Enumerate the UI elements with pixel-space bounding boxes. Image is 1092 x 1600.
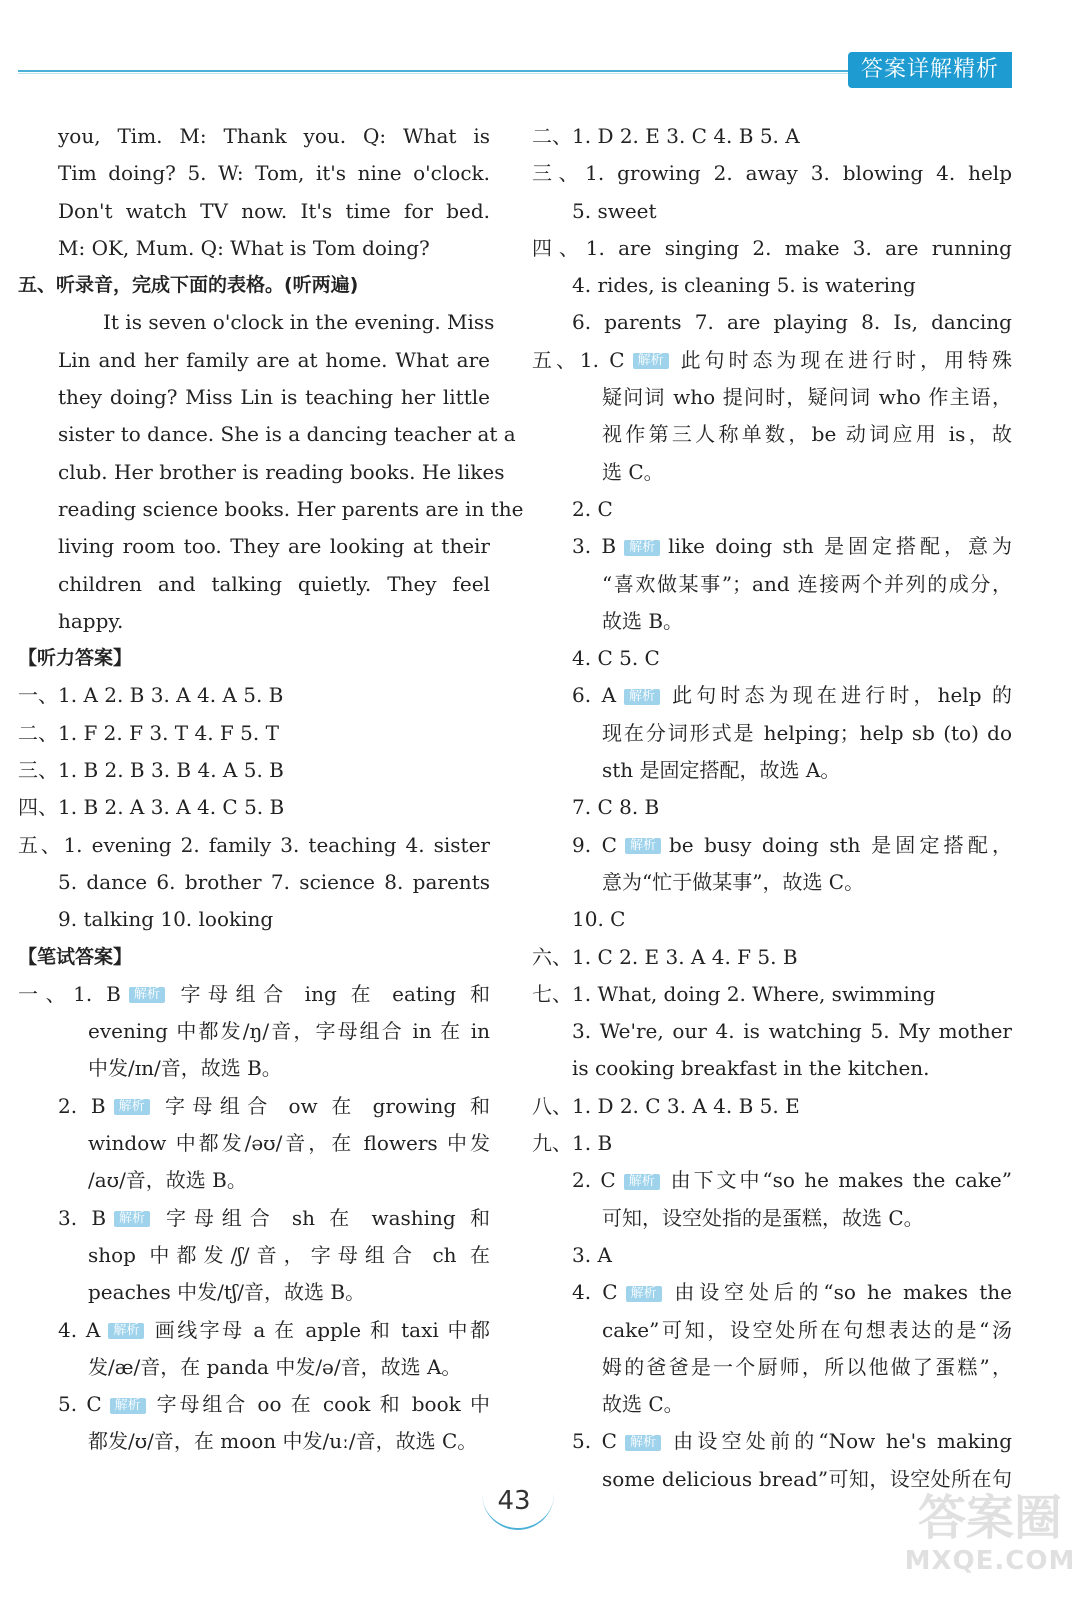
right-line: 六、1. C 2. E 3. A 4. F 5. B: [532, 944, 798, 969]
left-line: 四、1. B 2. A 3. A 4. C 5. B: [18, 795, 285, 820]
left-line: happy.: [58, 608, 124, 633]
analysis-tag: 解析: [114, 1211, 150, 1227]
left-line: 【笔试答案】: [18, 945, 133, 968]
left-line: Lin and her family are at home. What are: [58, 347, 490, 372]
left-line: evening 中都发/ŋ/音，字母组合 in 在 in: [88, 1019, 490, 1044]
analysis-tag: 解析: [129, 987, 165, 1003]
right-line: 姆的爸爸是一个厨师，所以他做了蛋糕”，: [602, 1354, 1012, 1379]
right-line: 可知，设空处指的是蛋糕，故选 C。: [602, 1205, 924, 1230]
right-line: 7. C 8. B: [572, 795, 660, 820]
left-line: 三、1. B 2. B 3. B 4. A 5. B: [18, 758, 284, 783]
analysis-tag: 解析: [624, 1174, 660, 1190]
left-line: peaches 中发/tʃ/音，故选 B。: [88, 1280, 366, 1305]
right-line: 五、1. C 解析 此句时态为现在进行时，用特殊: [532, 347, 1012, 372]
left-line: Don't watch TV now. It's time for bed.: [58, 198, 490, 223]
header-tag: 答案详解精析: [848, 52, 1012, 88]
right-line: 四、1. are singing 2. make 3. are running: [532, 235, 1012, 260]
left-line: M: OK, Mum. Q: What is Tom doing?: [58, 235, 430, 260]
left-line: 发/æ/音，在 panda 中发/ə/音，故选 A。: [88, 1354, 462, 1379]
right-line: sth 是固定搭配，故选 A。: [602, 758, 841, 783]
right-line: 意为“忙于做某事”，故选 C。: [602, 869, 865, 894]
right-line: 七、1. What, doing 2. Where, swimming: [532, 981, 936, 1006]
right-line: 6. A 解析 此句时态为现在进行时，help 的: [572, 683, 1012, 708]
right-line: 2. C: [572, 496, 613, 521]
right-line: 选 C。: [602, 459, 664, 484]
left-line: 中发/ɪn/音，故选 B。: [88, 1056, 282, 1081]
analysis-tag: 解析: [633, 353, 669, 369]
left-column: [18, 118, 524, 1461]
right-line: 5. sweet: [572, 198, 657, 223]
right-line: 3. A: [572, 1242, 612, 1267]
right-line: 二、1. D 2. E 3. C 4. B 5. A: [532, 124, 800, 148]
left-line: 9. talking 10. looking: [58, 907, 274, 932]
right-line: 4. rides, is cleaning 5. is watering: [572, 273, 916, 298]
analysis-tag: 解析: [625, 838, 661, 854]
header-rule-thin: [18, 73, 848, 74]
watermark-small: MXQE.COM: [904, 1546, 1076, 1576]
left-line: 5. C 解析 字母组合 oo 在 cook 和 book 中: [58, 1392, 490, 1417]
analysis-tag: 解析: [108, 1323, 144, 1339]
page-number: 43: [497, 1486, 531, 1516]
left-line: Tim doing? 5. W: Tom, it's nine o'clock.: [58, 161, 490, 186]
left-line: 一、1. A 2. B 3. A 4. A 5. B: [18, 683, 284, 708]
left-line: you, Tim. M: Thank you. Q: What is: [58, 124, 490, 148]
right-line: 5. C 解析 由设空处前的“Now he's making: [572, 1429, 1012, 1454]
left-line: It is seven o'clock in the evening. Miss: [103, 310, 495, 335]
analysis-tag: 解析: [624, 540, 660, 556]
right-column: [532, 118, 1012, 1498]
right-line: cake”可知，设空处所在句想表达的是“汤: [602, 1317, 1012, 1342]
left-line: shop 中都发/ʃ/音，字母组合 ch 在: [88, 1242, 490, 1267]
right-line: 九、1. B: [532, 1131, 613, 1156]
analysis-tag: 解析: [110, 1398, 146, 1414]
left-line: they doing? Miss Lin is teaching her little: [58, 385, 490, 410]
right-line: 10. C: [572, 907, 626, 932]
right-line: is cooking breakfast in the kitchen.: [572, 1056, 930, 1081]
analysis-tag: 解析: [624, 689, 660, 705]
right-line: some delicious bread”可知，设空处所在句: [602, 1466, 1012, 1491]
header-rule: [18, 70, 848, 72]
analysis-tag: 解析: [626, 1286, 662, 1302]
right-line: 3. B 解析 like doing sth 是固定搭配，意为: [572, 534, 1012, 559]
watermark-big: 答案圈: [917, 1490, 1062, 1546]
left-line: 3. B 解析 字母组合 sh 在 washing 和: [58, 1205, 490, 1230]
left-line: 五、听录音，完成下面的表格。(听两遍): [18, 274, 359, 297]
left-line: 5. dance 6. brother 7. science 8. parents: [58, 869, 490, 894]
right-line: 疑问词 who 提问时，疑问词 who 作主语，: [602, 385, 1012, 410]
left-line: sister to dance. She is a dancing teacher at a: [58, 422, 516, 447]
right-line: 4. C 解析 由设空处后的“so he makes the: [572, 1280, 1012, 1305]
left-line: 都发/ʊ/音，在 moon 中发/uː/音，故选 C。: [88, 1429, 478, 1454]
right-line: 现在分词形式是 helping；help sb (to) do: [602, 720, 1012, 745]
right-line: 2. C 解析 由下文中“so he makes the cake”: [572, 1168, 1012, 1193]
left-line: 二、1. F 2. F 3. T 4. F 5. T: [18, 720, 279, 745]
left-line: window 中都发/əʊ/音，在 flowers 中发: [88, 1131, 490, 1156]
left-line: children and talking quietly. They feel: [58, 571, 490, 596]
left-line: reading science books. Her parents are in the: [58, 496, 524, 521]
watermark-logo: [900, 1490, 1080, 1590]
left-line: /aʊ/音，故选 B。: [88, 1168, 247, 1193]
right-line: 3. We're, our 4. is watching 5. My mother: [572, 1019, 1012, 1044]
right-line: 4. C 5. C: [572, 646, 660, 671]
left-line: 2. B 解析 字母组合 ow 在 growing 和: [58, 1093, 490, 1118]
left-line: 【听力答案】: [18, 647, 133, 670]
left-line: club. Her brother is reading books. He likes: [58, 459, 505, 484]
right-line: 9. C 解析 be busy doing sth 是固定搭配，: [572, 832, 1013, 857]
right-line: 故选 C。: [602, 1392, 684, 1417]
right-line: 八、1. D 2. C 3. A 4. B 5. E: [532, 1093, 800, 1118]
left-line: living room too. They are looking at their: [58, 534, 490, 559]
analysis-tag: 解析: [114, 1099, 150, 1115]
right-line: 6. parents 7. are playing 8. Is, dancing: [572, 310, 1012, 335]
analysis-tag: 解析: [625, 1435, 661, 1451]
right-line: 视作第三人称单数，be 动词应用 is，故: [602, 422, 1012, 447]
right-line: 故选 B。: [602, 608, 684, 633]
left-line: 一、1. B 解析 字母组合 ing 在 eating 和: [18, 981, 490, 1006]
right-line: “喜欢做某事”；and 连接两个并列的成分，: [602, 571, 1012, 596]
right-line: 三、1. growing 2. away 3. blowing 4. help: [532, 161, 1012, 186]
left-line: 4. A 解析 画线字母 a 在 apple 和 taxi 中都: [58, 1317, 490, 1342]
left-line: 五、1. evening 2. family 3. teaching 4. sister: [18, 832, 490, 857]
